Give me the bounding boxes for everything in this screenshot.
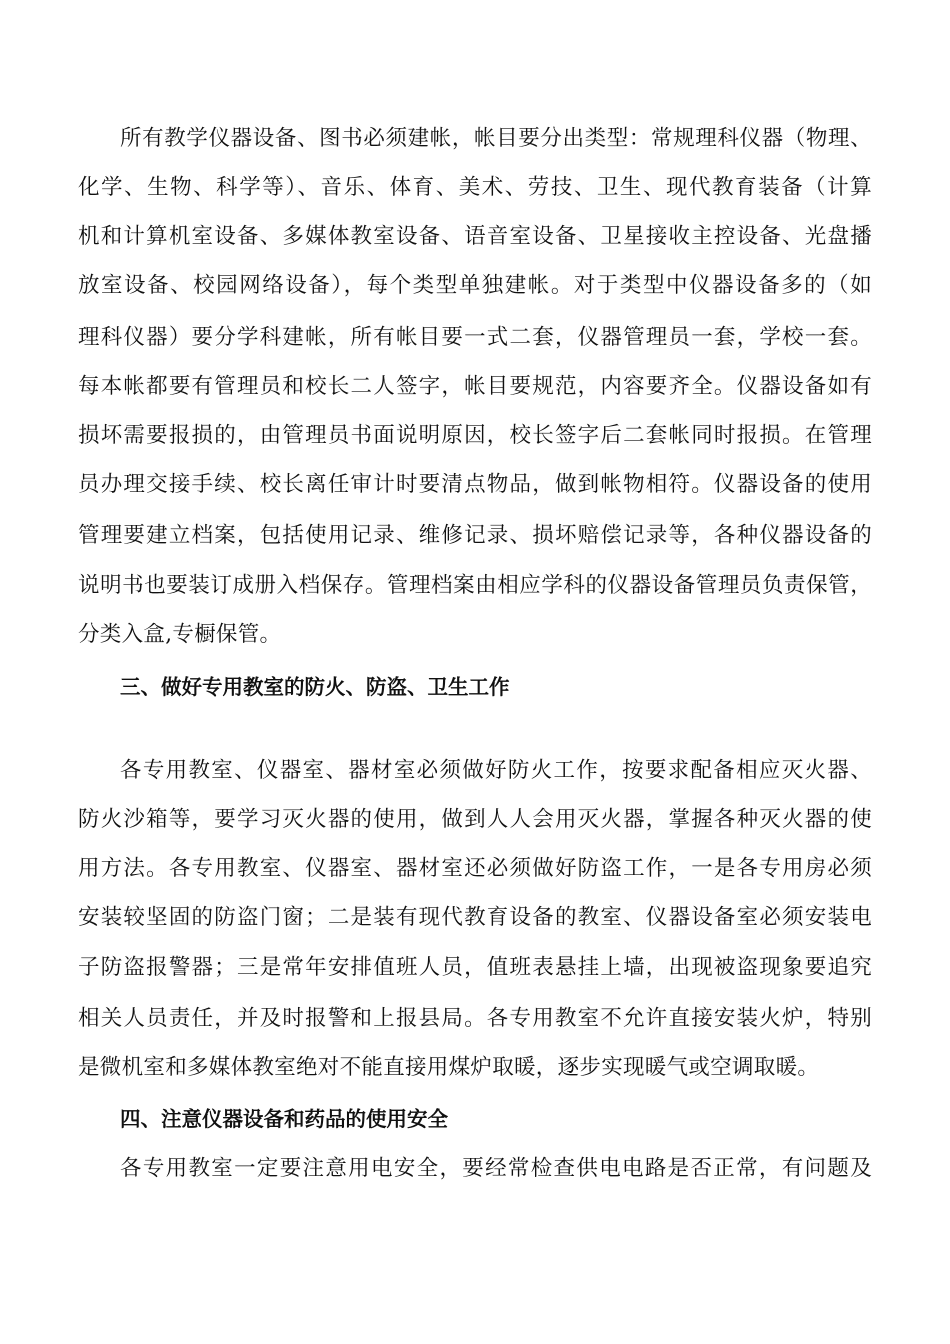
text-line: 相关人员责任，并及时报警和上报县局。各专用教室不允许直接安装火炉，特别 xyxy=(78,1006,872,1031)
text-line: 是微机室和多媒体教室绝对不能直接用煤炉取暖，逐步实现暖气或空调取暖。 xyxy=(78,1055,820,1080)
text-line: 子防盗报警器；三是常年安排值班人员，值班表悬挂上墙，出现被盗现象要追究 xyxy=(78,955,872,980)
text-line: 分类入盒,专橱保管。 xyxy=(78,622,282,647)
text-line: 防火沙箱等，要学习灭火器的使用，做到人人会用灭火器，掌握各种灭火器的使 xyxy=(78,807,872,832)
text-line: 各专用教室一定要注意用电安全，要经常检查供电电路是否正常，有问题及 xyxy=(120,1156,872,1181)
text-line: 用方法。各专用教室、仪器室、器材室还必须做好防盗工作，一是各专用房必须 xyxy=(78,856,872,881)
text-line: 理科仪器）要分学科建帐，所有帐目要一式二套，仪器管理员一套，学校一套。 xyxy=(78,325,872,350)
text-line: 管理要建立档案，包括使用记录、维修记录、损坏赔偿记录等，各种仪器设备的 xyxy=(78,523,872,548)
text-line: 损坏需要报损的，由管理员书面说明原因，校长签字后二套帐同时报损。在管理 xyxy=(78,423,872,448)
section-heading-fire-theft-hygiene: 三、做好专用教室的防火、防盗、卫生工作 xyxy=(120,675,510,699)
text-line: 机和计算机室设备、多媒体教室设备、语音室设备、卫星接收主控设备、光盘播 xyxy=(78,224,872,249)
text-line: 说明书也要装订成册入档保存。管理档案由相应学科的仪器设备管理员负责保管， xyxy=(78,573,872,598)
text-line: 员办理交接手续、校长离任审计时要清点物品，做到帐物相符。仪器设备的使用 xyxy=(78,472,872,497)
text-line: 放室设备、校园网络设备），每个类型单独建帐。对于类型中仪器设备多的（如 xyxy=(78,273,872,298)
text-line: 安装较坚固的防盗门窗；二是装有现代教育设备的教室、仪器设备室必须安装电 xyxy=(78,905,872,930)
text-line: 化学、生物、科学等）、音乐、体育、美术、劳技、卫生、现代教育装备（计算 xyxy=(78,175,872,200)
text-line: 各专用教室、仪器室、器材室必须做好防火工作，按要求配备相应灭火器、 xyxy=(120,758,872,783)
text-line: 每本帐都要有管理员和校长二人签字，帐目要规范，内容要齐全。仪器设备如有 xyxy=(78,374,872,399)
text-line: 所有教学仪器设备、图书必须建帐，帐目要分出类型：常规理科仪器（物理、 xyxy=(120,126,872,151)
section-heading-usage-safety: 四、注意仪器设备和药品的使用安全 xyxy=(120,1107,448,1131)
